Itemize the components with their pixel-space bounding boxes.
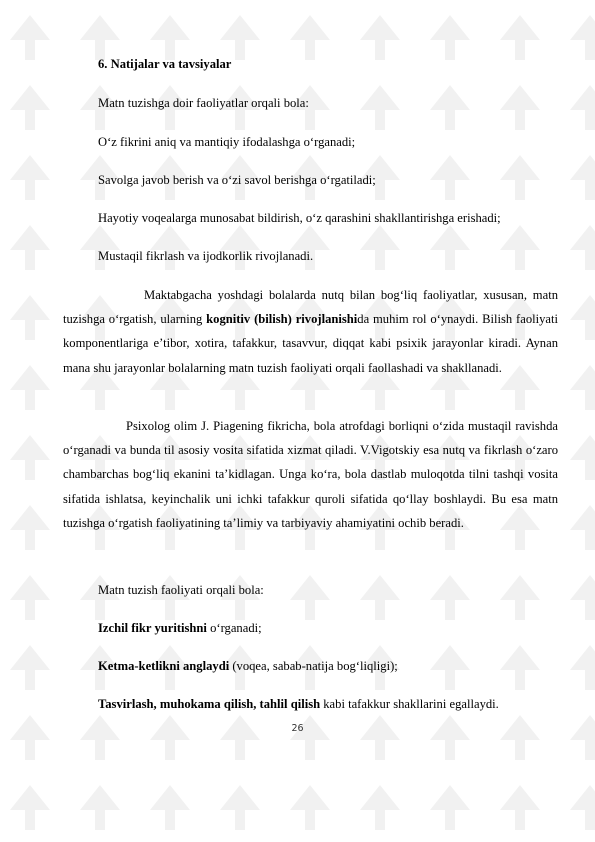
result-text: kabi tafakkur shakllarini egallaydi. [320,697,499,711]
result-line [98,697,499,711]
result-line [98,621,262,635]
result-term: Ketma-ketlikni anglaydi [98,659,230,673]
paragraph-bold-term: kognitiv (bilish) rivojlanishi [206,312,358,327]
intro-line: Matn tuzishga doir faoliyatlar orqali bola: [98,96,309,110]
result-text: o‘rganadi; [206,621,262,635]
paragraph-text: Psixolog olim J. Piagening fikricha, bola atrofdagi borliqni o‘zida mustaqil ravishda o‘rganadi va bunda til asosiy vosita sifatida xizmat qiladi. V.Vigotskiy esa nutq va fikrlash o‘zaro chambarchas bog‘liq ekanini ta’kidlagan. Unga ko‘ra, bola dastlab muloqotda tilni tashqi vosita sifatida ishlatsa, keyinchalik uni ichki tafakkur quroli sifatida qo‘llay boshlaydi. Bu esa matn tuzishga o‘rgatish faoliyatining ta’limiy va tarbiyaviy ahamiyatini ochib beradi. [63,419,558,530]
paragraph-cognitive [63,283,558,380]
result-text: (voqea, sabab-natija bog‘liqligi); [229,659,398,673]
bullet-line: O‘z fikrini aniq va mantiqiy ifodalashga o‘rganadi; [98,135,356,149]
page-number: 26 [291,723,304,734]
paragraph-text: da muhim rol o‘ynaydi. Bilish faoliyati komponentlariga e’tibor, xotira, tafakkur, tasavvur, diqqat kabi psixik jarayonlar kiradi. Aynan mana shu jarayonlar bolalarning matn tuzish faoliyati orqali faollashadi va shakllanadi. [63,312,558,375]
bullet-line: Mustaqil fikrlash va ijodkorlik rivojlanadi. [98,249,314,263]
paragraph-text: Maktabgacha yoshdagi bolalarda nutq bilan bog‘liq faoliyatlar, xususan, matn tuzishga o‘rgatish, ularning [63,288,558,327]
result-term: Izchil fikr yuritishni [98,621,207,635]
bullet-line: Savolga javob berish va o‘zi savol berishga o‘rgatiladi; [98,173,376,187]
paragraph-piaget [63,414,558,535]
result-term: Tasvirlash, muhokama qilish, tahlil qilish [98,697,321,711]
result-line [98,659,398,673]
intro-line-2: Matn tuzish faoliyati orqali bola: [98,583,264,597]
section-heading: 6. Natijalar va tavsiyalar [98,57,232,71]
bullet-line: Hayotiy voqealarga munosabat bildirish, o‘z qarashini shakllantirishga erishadi; [98,211,501,225]
